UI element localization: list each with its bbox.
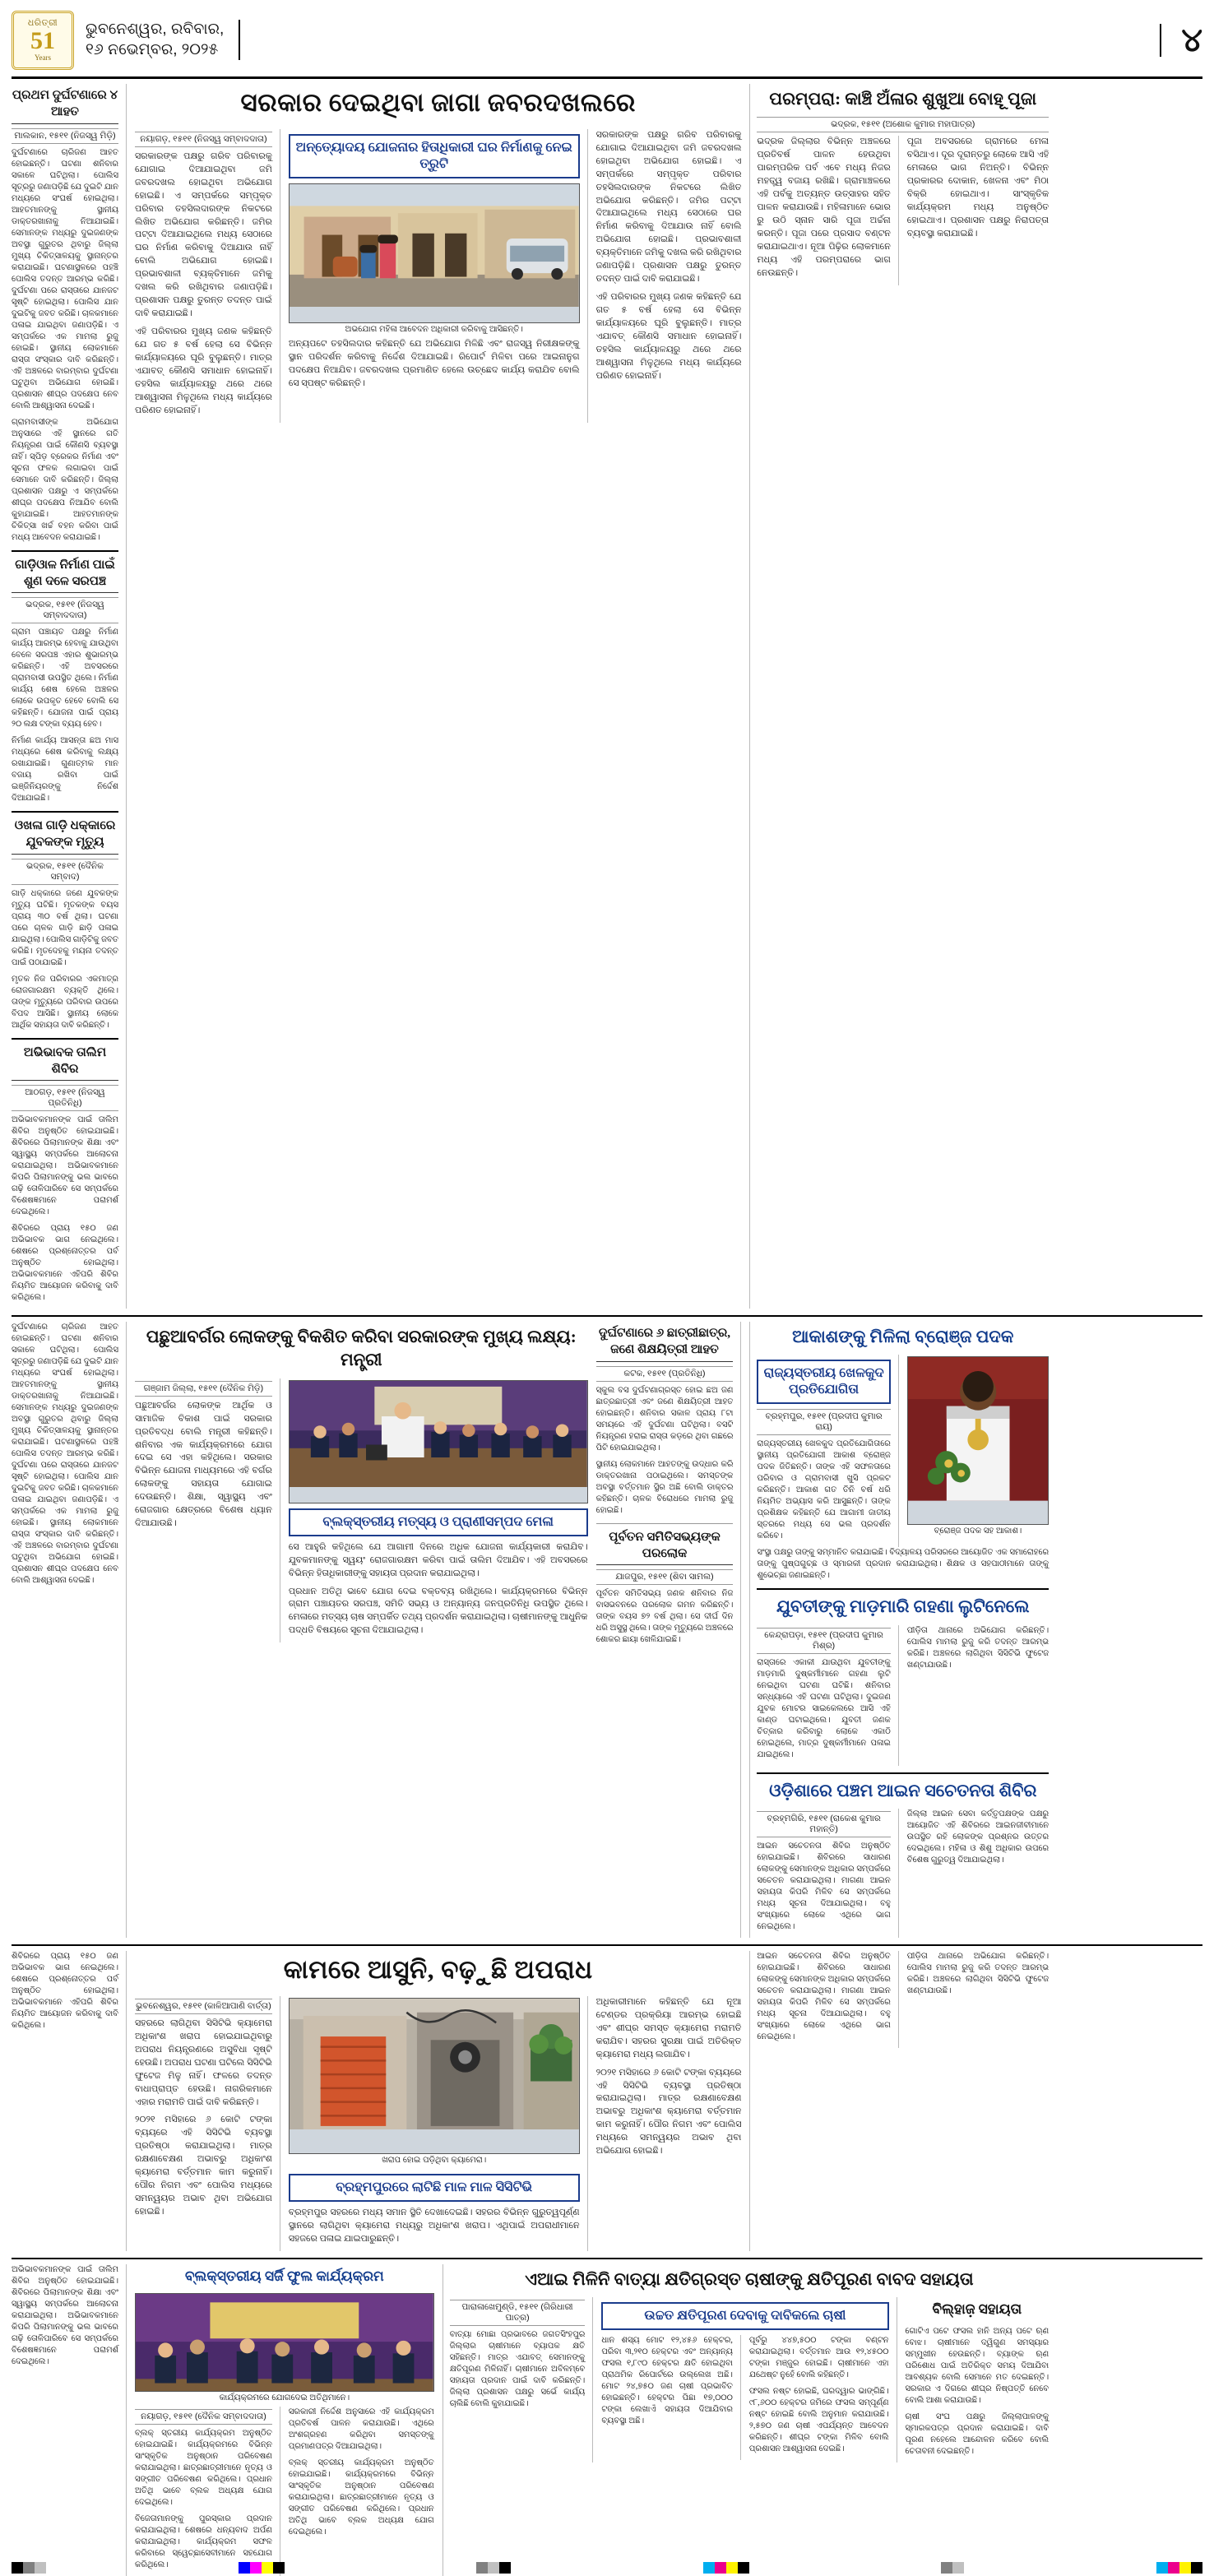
body-a2-p1: ସରକାରଙ୍କ ପକ୍ଷରୁ ଗରିବ ପରିବାରକୁ ଯୋଗାଇ ଦିଆଯାଇଥିବା ଜମି ଜବରଦଖଲ ହୋଇଥିବା ଅଭିଯୋଗ ହୋଇଛି। ଏ ସମ୍ପର୍କରେ ସମ୍ପୃକ୍ତ ପରିବାର ତହସିଲଦାରଙ୍କ ନିକଟରେ ଲିଖିତ ଅଭିଯୋଗ କରିଛନ୍ତି। ଜମିର ପଟ୍ଟା ଦିଆଯାଇଥିଲେ ମଧ୍ୟ ସେଠାରେ ଘର ନିର୍ମାଣ କରିବାକୁ ଦିଆଯାଉ ନାହିଁ ବୋଲି ଅଭିଯୋଗ ହୋଇଛି। ପ୍ରଭାବଶାଳୀ ବ୍ୟକ୍ତିମାନେ ଜମିକୁ ଦଖଲ କରି ରଖିଥିବାର ଜଣାପଡ଼ିଛି। ପ୍ରଶାସନ ପକ୍ଷରୁ ତୁରନ୍ତ ତଦନ୍ତ ପାଇଁ ଦାବି କରାଯାଇଛି। bbox=[135, 151, 272, 319]
body-a9-p1: ରାସ୍ତାରେ ଏକାକୀ ଯାଉଥିବା ଯୁବତୀଙ୍କୁ ମାଡ଼ମାରି ଦୁଷ୍କର୍ମୀମାନେ ଗହଣା ଲୁଟି ନେଇଥିବା ଘଟଣା ଘଟିଛି। ଶନିବାର ସନ୍ଧ୍ୟାରେ ଏହି ଘଟଣା ଘଟିଥିଲା। ଦୁଇଜଣ ଯୁବକ ମୋଟର ସାଇକେଲରେ ଆସି ଏହି କାଣ୍ଡ ଘଟାଇଥିଲେ। ଯୁବତୀ ଜଣକ ଚିତ୍କାର କରିବାରୁ ଲୋକେ ଏକାଠି ହୋଇଥିଲେ, ମାତ୍ର ଦୁଷ୍କର୍ମୀମାନେ ପଳାଇ ଯାଇଥିଲେ। bbox=[757, 1657, 891, 1759]
a4-col-1 bbox=[135, 1378, 280, 1643]
lead-col-2 bbox=[289, 129, 588, 423]
a5-col-1 bbox=[757, 1355, 898, 1547]
byline-a2: ନୟାଗଡ଼, ୧୫୧୧ (ନିଜସ୍ୱ ସମ୍ବାଦଦାତା) bbox=[135, 132, 272, 147]
a13-columns bbox=[135, 2407, 434, 2576]
body-a13-p1: ବ୍ଲକ୍ ସ୍ତରୀୟ କାର୍ଯ୍ୟକ୍ରମ ଅନୁଷ୍ଠିତ ହୋଇଯାଇଛି। କାର୍ଯ୍ୟକ୍ରମରେ ବିଭିନ୍ନ ସାଂସ୍କୃତିକ ଅନୁଷ୍ଠାନ ପରିବେଷଣ କରାଯାଇଥିଲା। ଛାତ୍ରଛାତ୍ରୀମାନେ ନୃତ୍ୟ ଓ ସଙ୍ଗୀତ ପରିବେଷଣ କରିଥିଲେ। ପ୍ରଧାନ ଅତିଥି ଭାବେ ବ୍ଲକ ଅଧ୍ୟକ୍ଷ ଯୋଗ ଦେଇଥିଲେ। bbox=[135, 2428, 272, 2507]
a9-col-2 bbox=[907, 1625, 1049, 1766]
lower-zone bbox=[12, 1951, 1202, 2251]
lead-col-4 bbox=[596, 129, 742, 423]
lower-right-stack bbox=[749, 1951, 1049, 2251]
a9-col-1 bbox=[757, 1625, 898, 1766]
byline-a14: ପାରାଳାଖେମୁଣ୍ଡି, ୧୫୧୧ (ଗିରିଧାରୀ ପାତ୍ର) bbox=[450, 2300, 586, 2326]
caption-a13: କାର୍ଯ୍ୟକ୍ରମରେ ଯୋଗଦେଇ ଅତିଥିମାନେ। bbox=[219, 2393, 350, 2402]
logo-years-label: Years bbox=[34, 53, 52, 62]
caption-a8: ଖରାପ ହୋଇ ପଡ଼ିଥିବା କ୍ୟାମେରା। bbox=[382, 2155, 487, 2165]
story-a8 bbox=[135, 1951, 741, 2251]
body-a12-overflow: ଶିବିରରେ ପ୍ରାୟ ୧୫୦ ଜଣ ଅଭିଭାବକ ଭାଗ ନେଇଥିଲେ। ଶେଷରେ ପ୍ରଶ୍ନୋତ୍ତର ପର୍ବ ଅନୁଷ୍ଠିତ ହୋଇଥିଲା। ଅଭିଭାବକମାନେ ଏହିପରି ଶିବିର ନିୟମିତ ଆୟୋଜନ କରିବାକୁ ଦାବି କରିଥିଲେ। bbox=[12, 1952, 118, 2031]
caption-a5: ବ୍ରୋଞ୍ଜ ପଦକ ସହ ଆକାଶ। bbox=[934, 1527, 1022, 1536]
a4-col-2 bbox=[289, 1378, 588, 1643]
bottom-zone bbox=[12, 2264, 1202, 2576]
caption-a2: ଅଭଯୋଗ ମହିଳା ଆବେଦନ ଅଧିକାରୀ କରିବାକୁ ଆସିଛନ୍ତି। bbox=[345, 324, 523, 334]
body-a14-p3: ପୂର୍ବରୁ ୪୪୭,୫୦୦ ଟଙ୍କା ବଣ୍ଟନ କରାଯାଇଥିଲା। ବର୍ତ୍ତମାନ ଆଉ ୧୨,୪୫୦୦ ଟଙ୍କା ମଞ୍ଜୁର ହୋଇଛି। ଚାଷୀମାନେ ଏହା ଯଥେଷ୍ଟ ନୁହେଁ ବୋଲି କହିଛନ୍ତି। bbox=[748, 2336, 889, 2380]
story-a3 bbox=[749, 84, 1049, 1309]
photo-a5 bbox=[907, 1356, 1049, 1525]
body-a8-p5: ୨୦୨୧ ମସିହାରେ ୬ କୋଟି ଟଙ୍କା ବ୍ୟୟରେ ଏହି ସିସିଟିଭି ବ୍ୟବସ୍ଥା ପ୍ରତିଷ୍ଠା କରାଯାଇଥିଲା। ମାତ୍ର ରକ୍ଷଣାବେକ୍ଷଣ ଅଭାବରୁ ଅଧିକାଂଶ କ୍ୟାମେରା ବର୍ତ୍ତମାନ କାମ କରୁନାହିଁ। ପୌର ନିଗମ ଏବଂ ପୋଲିସ ମଧ୍ୟରେ ସମନ୍ୱୟର ଅଭାବ ଥିବା ଅଭିଯୋଗ ହୋଇଛି। bbox=[595, 2067, 742, 2157]
body-a3-p2: ପୂଜା ଅବସରରେ ଗ୍ରାମରେ ମେଳା ବସିଥାଏ। ଦୂର ଦୂରାନ୍ତରୁ ଲୋକେ ଆସି ଏହି ମେଳାରେ ଭାଗ ନିଅନ୍ତି। ବିଭିନ୍ନ ପ୍ରକାରର ଦୋକାନ, ଖେଳନା ଏବଂ ମିଠା ବିକ୍ରି ହୋଇଥାଏ। ସାଂସ୍କୃତିକ କାର୍ଯ୍ୟକ୍ରମ ମଧ୍ୟ ଅନୁଷ୍ଠିତ ହୋଇଥାଏ। ପ୍ରଶାସନ ପକ୍ଷରୁ ନିରାପତ୍ତା ବ୍ୟବସ୍ଥା କରାଯାଇଛି। bbox=[906, 137, 1050, 239]
lr-col-2 bbox=[907, 1951, 1049, 2048]
subheadline-a2: ଅନ୍ତ୍ୟୋଦୟ ଯୋଜନାର ହିତାଧିକାରୀ ଘର ନିର୍ମାଣକୁ ନେଇ ତ୍ରୁଟି bbox=[289, 134, 580, 178]
headline-a9: ଯୁବତୀଙ୍କୁ ମାଡ଼ମାରି ଗହଣା ଲୁଟିନେଲେ bbox=[776, 1596, 1030, 1617]
subheadline-a14: ଉଚ୍ଚତ କ୍ଷତିପୂରଣ ଦେବାକୁ ଦାବିକଲେ ଚାଷୀ bbox=[601, 2302, 888, 2330]
lead-col-1 bbox=[135, 129, 280, 423]
a4-columns bbox=[135, 1378, 588, 1643]
divider bbox=[757, 1588, 1049, 1590]
body-a10-p2: ଜିଲ୍ଲା ଆଇନ ସେବା କର୍ତ୍ତୃପକ୍ଷଙ୍କ ପକ୍ଷରୁ ଆୟୋଜିତ ଏହି ଶିବିରରେ ଆଇନଜୀବୀମାନେ ଉପସ୍ଥିତ ରହି ଲୋକଙ୍କ ପ୍ରଶ୍ନର ଉତ୍ତର ଦେଇଥିଲେ। ମହିଳା ଓ ଶିଶୁ ଅଧିକାର ଉପରେ ବିଶେଷ ଗୁରୁତ୍ୱ ଦିଆଯାଇଥିଲା। bbox=[906, 1809, 1050, 1865]
photo-a5-graphic bbox=[908, 1357, 1048, 1501]
byline-a5: ବ୍ରହ୍ମପୁର, ୧୫୧୧ (ପ୍ରଦୀପ କୁମାର ରାୟ) bbox=[757, 1409, 890, 1435]
body-a2-p4: ସରକାରଙ୍କ ପକ୍ଷରୁ ଗରିବ ପରିବାରକୁ ଯୋଗାଇ ଦିଆଯାଇଥିବା ଜମି ଜବରଦଖଲ ହୋଇଥିବା ଅଭିଯୋଗ ହୋଇଛି। ଏ ସମ୍ପର୍କରେ ସମ୍ପୃକ୍ତ ପରିବାର ତହସିଲଦାରଙ୍କ ନିକଟରେ ଲିଖିତ ଅଭିଯୋଗ କରିଛନ୍ତି। ଜମିର ପଟ୍ଟା ଦିଆଯାଇଥିଲେ ମଧ୍ୟ ସେଠାରେ ଘର ନିର୍ମାଣ କରିବାକୁ ଦିଆଯାଉ ନାହିଁ ବୋଲି ଅଭିଯୋଗ ହୋଇଛି। ପ୍ରଭାବଶାଳୀ ବ୍ୟକ୍ତିମାନେ ଜମିକୁ ଦଖଲ କରି ରଖିଥିବାର ଜଣାପଡ଼ିଛି। ପ୍ରଶାସନ ପକ୍ଷରୁ ତୁରନ୍ତ ତଦନ୍ତ ପାଇଁ ଦାବି କରାଯାଇଛି। bbox=[595, 129, 742, 285]
photo-a13 bbox=[135, 2293, 434, 2392]
body-a10-overflow: ଆଇନ ସଚେତନତା ଶିବିର ଅନୁଷ୍ଠିତ ହୋଇଯାଇଛି। ଶିବିରରେ ସାଧାରଣ ଲୋକଙ୍କୁ ସେମାନଙ୍କ ଅଧିକାର ସମ୍ପର୍କରେ ସଚେତନ କରାଯାଇଥିଲା। ମାଗଣା ଆଇନ ସହାୟତା କିପରି ମିଳିବ ସେ ସମ୍ପର୍କରେ ମଧ୍ୟ ସୂଚନା ଦିଆଯାଇଥିଲା। ବହୁ ସଂଖ୍ୟାରେ ଲୋକେ ଏଥିରେ ଭାଗ ନେଇଥିଲେ। bbox=[757, 1952, 891, 2042]
dateline-date: ୧୬ ନଭେମ୍ବର, ୨୦୨୫ bbox=[86, 40, 219, 58]
headline-a7: ଗାଡ଼ିଓାଳ ନିର୍ମାଣ ପାଇଁ ଶୁଣ ଦଳେ ସରପଞ୍ଚ bbox=[12, 557, 118, 594]
body-a15-p1: ଗୋଟିଏ ପଟେ ଫସଲ ହାନି ଅନ୍ୟ ପଟେ ଋଣ ବୋଝ। ଚାଷୀମାନେ ଦ୍ୱିଗୁଣ ସମସ୍ୟାର ସମ୍ମୁଖୀନ ହେଉଛନ୍ତି। ବ୍ୟାଙ୍କ ଋଣ ପରିଶୋଧ ପାଇଁ ଅତିରିକ୍ତ ସମୟ ଦିଆଯିବା ଆବଶ୍ୟକ ବୋଲି ସେମାନେ ମତ ଦେଇଛନ୍ତି। ସରକାର ଏ ଦିଗରେ ଶୀଘ୍ର ନିଷ୍ପତ୍ତି ନେବେ ବୋଲି ଆଶା କରାଯାଉଛି। bbox=[905, 2326, 1050, 2405]
body-a6-p3: ପୂର୍ବତନ ସମିତିସଭ୍ୟ ଜଣକ ଶନିବାର ନିଜ ବାସଭବନରେ ପରଲୋକ ଗମନ କରିଛନ୍ତି। ତାଙ୍କ ବୟସ ୭୨ ବର୍ଷ ଥିଲା। ସେ ଦୀର୍ଘ ଦିନ ଧରି ଅସୁସ୍ଥ ଥିଲେ। ତାଙ୍କ ମୃତ୍ୟୁରେ ଅଞ୍ଚଳରେ ଶୋକର ଛାୟା ଖେଳିଯାଇଛି। bbox=[595, 1589, 734, 1644]
body-a6-p1: ସ୍କୁଲ ବସ ଦୁର୍ଘଟଣାଗ୍ରସ୍ତ ହୋଇ ଛଅ ଜଣ ଛାତ୍ରଛାତ୍ରୀ ଏବଂ ଜଣେ ଶିକ୍ଷୟିତ୍ରୀ ଆହତ ହୋଇଛନ୍ତି। ଶନିବାର ସକାଳ ପ୍ରାୟ ୮ଟା ସମୟରେ ଏହି ଦୁର୍ଘଟଣା ଘଟିଥିଲା। ବସଟି ନିୟନ୍ତ୍ରଣ ହରାଇ ରାସ୍ତା କଡ଼ରେ ଥିବା ଗଛରେ ପିଟି ହୋଇଯାଇଥିଲା। bbox=[595, 1385, 734, 1452]
story-a13 bbox=[135, 2264, 434, 2576]
body-a8-p2: ୨୦୨୧ ମସିହାରେ ୬ କୋଟି ଟଙ୍କା ବ୍ୟୟରେ ଏହି ସିସିଟିଭି ବ୍ୟବସ୍ଥା ପ୍ରତିଷ୍ଠା କରାଯାଇଥିଲା। ମାତ୍ର ରକ୍ଷଣାବେକ୍ଷଣ ଅଭାବରୁ ଅଧିକାଂଶ କ୍ୟାମେରା ବର୍ତ୍ତମାନ କାମ କରୁନାହିଁ। ପୌର ନିଗମ ଏବଂ ପୋଲିସ ମଧ୍ୟରେ ସମନ୍ୱୟର ଅଭାବ ଥିବା ଅଭିଯୋଗ ହୋଇଛି। bbox=[135, 2115, 272, 2217]
a5-col-2 bbox=[907, 1355, 1049, 1547]
color-bar-group-5 bbox=[941, 2562, 964, 2574]
a14-columns bbox=[450, 2297, 1049, 2462]
dateline-place: ଭୁବନେଶ୍ୱର, ରବିବାର, bbox=[86, 20, 225, 38]
body-a7-p2: ନିର୍ମାଣ କାର୍ଯ୍ୟ ଆସନ୍ତା ଛଅ ମାସ ମଧ୍ୟରେ ଶେଷ କରିବାକୁ ଲକ୍ଷ୍ୟ ରଖାଯାଇଛି। ଗୁଣାତ୍ମକ ମାନ ବଜାୟ ରଖିବା ପାଇଁ ଇଞ୍ଜିନିୟରଙ୍କୁ ନିର୍ଦ୍ଦେଶ ଦିଆଯାଇଛି। bbox=[12, 736, 118, 803]
headline-a6: ଦୁର୍ଘଟଣାରେ ୬ ଛାତ୍ରୀଛାତ୍ର, ଜଣେ ଶିକ୍ଷୟିତ୍ରୀ ଆହତ bbox=[596, 1325, 734, 1362]
color-bar-group-1 bbox=[12, 2562, 46, 2574]
body-a13-p4: ବ୍ଲକ୍ ସ୍ତରୀୟ କାର୍ଯ୍ୟକ୍ରମ ଅନୁଷ୍ଠିତ ହୋଇଯାଇଛି। କାର୍ଯ୍ୟକ୍ରମରେ ବିଭିନ୍ନ ସାଂସ୍କୃତିକ ଅନୁଷ୍ଠାନ ପରିବେଷଣ କରାଯାଇଥିଲା। ଛାତ୍ରଛାତ୍ରୀମାନେ ନୃତ୍ୟ ଓ ସଙ୍ଗୀତ ପରିବେଷଣ କରିଥିଲେ। ପ୍ରଧାନ ଅତିଥି ଭାବେ ବ୍ଲକ ଅଧ୍ୟକ୍ଷ ଯୋଗ ଦେଇଥିଲେ। bbox=[288, 2458, 434, 2537]
byline-a11: ଭଦ୍ରକ, ୧୫୧୧ (ଦୈନିକ ସମ୍ବାଦ) bbox=[12, 859, 118, 885]
body-a11-p2: ମୃତକ ନିଜ ପରିବାରର ଏକମାତ୍ର ରୋଜଗାରକ୍ଷମ ବ୍ୟକ୍ତି ଥିଲେ। ତାଙ୍କ ମୃତ୍ୟୁରେ ପରିବାର ଉପରେ ବିପଦ ଆସିଛି। ସ୍ଥାନୀୟ ଲୋକେ ଆର୍ଥିକ ସହାୟତା ଦାବି କରିଛନ୍ତି। bbox=[12, 974, 118, 1030]
headline-a8: କାମରେ ଆସୁନି, ବଢ଼ୁଛି ଅପରାଧ bbox=[283, 1955, 593, 1985]
body-a4-p3: ପ୍ରଧାନ ଅତିଥି ଭାବେ ଯୋଗ ଦେଇ ବକ୍ତବ୍ୟ ରଖିଥିଲେ। କାର୍ଯ୍ୟକ୍ରମରେ ବିଭିନ୍ନ ଗ୍ରାମ ପଞ୍ଚାୟତର ସରପଞ୍ଚ, ସମିତି ସଭ୍ୟ ଓ ଅନ୍ୟାନ୍ୟ ଜନପ୍ରତିନିଧି ଉପସ୍ଥିତ ଥିଲେ। ମେଳାରେ ମତ୍ସ୍ୟ ଚାଷ ସମ୍ପର୍କିତ ତଥ୍ୟ ପ୍ରଦର୍ଶନ କରାଯାଇଥିଲା। ଚାଷୀମାନଙ୍କୁ ଆଧୁନିକ ପଦ୍ଧତି ବିଷୟରେ ସୂଚନା ଦିଆଯାଇଥିଲା। bbox=[288, 1586, 588, 1636]
a3-col-1 bbox=[757, 136, 898, 285]
a13-col-1 bbox=[135, 2407, 280, 2576]
a3-col-2 bbox=[907, 136, 1049, 285]
zone-divider-1 bbox=[12, 1315, 1202, 1317]
body-a8-p3: ବ୍ରହ୍ମପୁର ସହରରେ ମଧ୍ୟ ସମାନ ସ୍ଥିତି ଦେଖାଦେଇଛି। ସହରର ବିଭିନ୍ନ ଗୁରୁତ୍ୱପୂର୍ଣ୍ଣ ସ୍ଥାନରେ ଲାଗିଥିବା କ୍ୟାମେରା ମଧ୍ୟରୁ ଅଧିକାଂଶ ଖରାପ। ଏଥିପାଇଁ ଅପରାଧୀମାନେ ସହଜରେ ପଳାଇ ଯାଇପାରୁଛନ୍ତି। bbox=[288, 2207, 580, 2244]
headline-a10: ଓଡ଼ିଶାରେ ପଞ୍ଚମ ଆଇନ ସଚେତନତା ଶିବିର bbox=[769, 1780, 1037, 1800]
body-a4-p1: ପଛୁଆବର୍ଗର ଲୋକଙ୍କ ଆର୍ଥିକ ଓ ସାମାଜିକ ବିକାଶ ପାଇଁ ସରକାର ପ୍ରତିବଦ୍ଧ ବୋଲି ମନ୍ତ୍ରୀ କହିଛନ୍ତି। ଶନିବାର ଏକ କାର୍ଯ୍ୟକ୍ରମରେ ଯୋଗ ଦେଇ ସେ ଏହା କହିଥିଲେ। ସରକାର ବିଭିନ୍ନ ଯୋଜନା ମାଧ୍ୟମରେ ଏହି ବର୍ଗର ଲୋକଙ୍କୁ ସହାୟତା ଯୋଗାଇ ଦେଉଛନ୍ତି। ଶିକ୍ଷା, ସ୍ୱାସ୍ଥ୍ୟ ଏବଂ ରୋଜଗାର କ୍ଷେତ୍ରରେ ବିଶେଷ ଧ୍ୟାନ ଦିଆଯାଉଛି। bbox=[135, 1400, 272, 1529]
body-a13-p2: ବିଜେତାମାନଙ୍କୁ ପୁରସ୍କାର ପ୍ରଦାନ କରାଯାଇଥିଲା। ଶେଷରେ ଧନ୍ୟବାଦ ଅର୍ପଣ କରାଯାଇଥିଲା। କାର୍ଯ୍ୟକ୍ରମ ସଫଳ କରିବାରେ ସ୍ୱେଚ୍ଛାସେବୀମାନେ ସହଯୋଗ କରିଥିଲେ। bbox=[135, 2513, 272, 2569]
a8-col-2 bbox=[289, 1996, 588, 2251]
top-zone bbox=[12, 84, 1202, 1309]
a14-inner-columns bbox=[601, 2335, 888, 2460]
body-a12-p1: ଅଭିଭାବକମାନଙ୍କ ପାଇଁ ତାଲିମ ଶିବିର ଅନୁଷ୍ଠିତ ହୋଇଯାଇଛି। ଶିବିରରେ ପିଲାମାନଙ୍କ ଶିକ୍ଷା ଏବଂ ସ୍ୱାସ୍ଥ୍ୟ ସମ୍ପର୍କରେ ଆଲୋଚନା କରାଯାଇଥିଲା। ଅଭିଭାବକମାନେ କିପରି ପିଲାମାନଙ୍କୁ ଭଲ ଭାବରେ ଗଢ଼ି ତୋଳିପାରିବେ ସେ ସମ୍ପର୍କରେ ବିଶେଷଜ୍ଞମାନେ ପରାମର୍ଶ ଦେଇଥିଲେ। bbox=[12, 1115, 118, 1216]
page-number: ୪ bbox=[1160, 24, 1202, 57]
column-1 bbox=[12, 84, 127, 1309]
body-a2-p5: ଏହି ପରିବାରର ମୁଖ୍ୟ ଜଣକ କହିଛନ୍ତି ଯେ ଗତ ୫ ବର୍ଷ ହେଲା ସେ ବିଭିନ୍ନ କାର୍ଯ୍ୟାଳୟରେ ଘୂରି ବୁଲୁଛନ୍ତି। ମାତ୍ର ଏଯାବତ୍ କୌଣସି ସମାଧାନ ହୋଇନାହିଁ। ତହସିଲ କାର୍ଯ୍ୟାଳୟରୁ ଥରେ ଥରେ ଆଶ୍ୱାସନା ମିଳୁଥିଲେ ମଧ୍ୟ କାର୍ଯ୍ୟରେ ପରିଣତ ହୋଇନାହିଁ। bbox=[595, 292, 742, 381]
lead-story-a2 bbox=[135, 84, 741, 1309]
body-a2-p3: ଅନ୍ୟପଟେ ତହସିଲଦାର କହିଛନ୍ତି ଯେ ଅଭିଯୋଗ ମିଳିଛି ଏବଂ ରାଜସ୍ୱ ନିରୀକ୍ଷକଙ୍କୁ ସ୍ଥାନ ପରିଦର୍ଶନ କରିବାକୁ ନିର୍ଦ୍ଦେଶ ଦିଆଯାଇଛି। ରିପୋର୍ଟ ମିଳିବା ପରେ ଆଇନାନୁଗ ପଦକ୍ଷେପ ନିଆଯିବ। ଜବରଦଖଲ ପ୍ରମାଣିତ ହେଲେ ଉଚ୍ଛେଦ କାର୍ଯ୍ୟ କରାଯିବ ବୋଲି ସେ ସ୍ପଷ୍ଟ କରିଛନ୍ତି। bbox=[288, 338, 580, 388]
subheadline-a6: ପୂର୍ବତନ ସମିତିସଭ୍ୟଙ୍କ ପରଲୋକ bbox=[596, 1529, 734, 1566]
byline-a12: ଆଠଗଡ଼, ୧୫୧୧ (ନିଜସ୍ୱ ପ୍ରତିନିଧି) bbox=[12, 1085, 118, 1111]
a3-columns bbox=[757, 136, 1049, 285]
body-a7-p1: ଗ୍ରାମ ପଞ୍ଚାୟତ ପକ୍ଷରୁ ନିର୍ମାଣ କାର୍ଯ୍ୟ ଆରମ୍ଭ ହେବାକୁ ଯାଉଥିବା ବେଳେ ସରପଞ୍ଚ ଏହାର ଶୁଭାରମ୍ଭ କରିଛନ୍ତି। ଏହି ଅବସରରେ ଗ୍ରାମବାସୀ ଉପସ୍ଥିତ ଥିଲେ। ନିର୍ମାଣ କାର୍ଯ୍ୟ ଶେଷ ହେଲେ ଅଞ୍ଚଳର ଲୋକେ ଉପକୃତ ହେବେ ବୋଲି ସେ କହିଛନ୍ତି। ଯୋଜନା ପାଇଁ ପ୍ରାୟ ୨୦ ଲକ୍ଷ ଟଙ୍କା ବ୍ୟୟ ହେବ। bbox=[12, 628, 118, 729]
divider bbox=[12, 811, 118, 813]
photo-a4 bbox=[289, 1380, 588, 1503]
divider bbox=[12, 1038, 118, 1040]
body-a6-p2: ସ୍ଥାନୀୟ ଲୋକମାନେ ଆହତଙ୍କୁ ଉଦ୍ଧାର କରି ଡାକ୍ତରଖାନା ପଠାଇଥିଲେ। ସମସ୍ତଙ୍କ ଅବସ୍ଥା ବର୍ତ୍ତମାନ ସ୍ଥିର ଅଛି ବୋଲି ଡାକ୍ତର କହିଛନ୍ତି। ଚାଳକ ବିରୋଧରେ ମାମଲା ରୁଜୁ ହୋଇଛି। bbox=[595, 1459, 734, 1515]
printer-color-bars bbox=[0, 2558, 1214, 2576]
headline-a2: ସରକାର ଦେଇଥିବା ଜାଗା ଜବରଦଖଲରେ bbox=[240, 88, 636, 117]
body-a15-p2: ଚାଷୀ ସଂଘ ପକ୍ଷରୁ ଜିଲ୍ଲାପାଳଙ୍କୁ ସ୍ମାରକପତ୍ର ପ୍ରଦାନ କରାଯାଇଛି। ଦାବି ପୂରଣ ନହେଲେ ଆନ୍ଦୋଳନ କରିବେ ବୋଲି ଚେତାବନୀ ଦେଇଛନ୍ତି। bbox=[905, 2412, 1050, 2456]
zone-divider-2 bbox=[12, 1944, 1202, 1946]
story-a4 bbox=[135, 1322, 588, 1938]
body-a4-p2: ସେ ଆହୁରି କହିଥିଲେ ଯେ ଆଗାମୀ ଦିନରେ ଅଧିକ ଯୋଜନା କାର୍ଯ୍ୟକାରୀ କରାଯିବ। ଯୁବକମାନଙ୍କୁ ସ୍ୱୟଂ ରୋଜଗାରକ୍ଷମ କରିବା ପାଇଁ ତାଲିମ ଦିଆଯିବ। ଏହି ଅବସରରେ ବିଭିନ୍ନ ହିତାଧିକାରୀଙ୍କୁ ସହାୟତା ପ୍ରଦାନ କରାଯାଇଥିଲା। bbox=[288, 1541, 588, 1578]
byline-a6: କଟକ, ୧୫୧୧ (ପ୍ରତିନିଧି) bbox=[596, 1366, 734, 1382]
subheadline-a5: ରାଜ୍ୟସ୍ତରୀୟ ଖେଳକୁଦ ପ୍ରତିଯୋଗିତା bbox=[757, 1360, 890, 1404]
body-a1-p1: ଦୁର୍ଘଟଣାରେ ଚାରିଜଣ ଆହତ ହୋଇଛନ୍ତି। ଘଟଣା ଶନିବାର ସକାଳେ ଘଟିଥିଲା। ପୋଲିସ ସୂତ୍ରରୁ ଜଣାପଡ଼ିଛି ଯେ ଦୁଇଟି ଯାନ ମଧ୍ୟରେ ସଂଘର୍ଷ ହୋଇଥିଲା। ଆହତମାନଙ୍କୁ ସ୍ଥାନୀୟ ଡାକ୍ତରଖାନାକୁ ନିଆଯାଇଛି। ସେମାନଙ୍କ ମଧ୍ୟରୁ ଦୁଇଜଣଙ୍କ ଅବସ୍ଥା ଗୁରୁତର ଥିବାରୁ ଜିଲ୍ଲା ମୁଖ୍ୟ ଚିକିତ୍ସାଳୟକୁ ସ୍ଥାନାନ୍ତର କରାଯାଇଛି। ଘଟଣାସ୍ଥଳରେ ପହଞ୍ଚି ପୋଲିସ ତଦନ୍ତ ଆରମ୍ଭ କରିଛି। ଦୁର୍ଘଟଣା ପରେ ରାସ୍ତାରେ ଯାନଜଟ ସୃଷ୍ଟି ହୋଇଥିଲା। ପୋଲିସ ଯାନ ଦୁଇଟିକୁ ଜବତ କରିଛି। ଚାଳକମାନେ ପଳାଇ ଯାଇଥିବା ଜଣାପଡ଼ିଛି। ଏ ସମ୍ପର୍କରେ ଏକ ମାମଲା ରୁଜୁ ହୋଇଛି। ସ୍ଥାନୀୟ ଲୋକମାନେ ରାସ୍ତା ସଂସ୍କାର ଦାବି କରିଛନ୍ତି। ଏହି ଅଞ୍ଚଳରେ ବାରମ୍ବାର ଦୁର୍ଘଟଣା ଘଟୁଥିବା ଅଭିଯୋଗ ହୋଇଛି। ପ୍ରଶାସନ ଶୀଘ୍ର ପଦକ୍ଷେପ ନେବ ବୋଲି ଆଶ୍ୱାସନା ଦେଇଛି। bbox=[12, 147, 118, 410]
photo-a8-graphic bbox=[290, 1999, 579, 2129]
photo-a2-graphic bbox=[290, 184, 579, 307]
photo-a8 bbox=[289, 1998, 580, 2154]
body-a14-p4: ଫସଲ ନଷ୍ଟ ହୋଇଛି, ଘରଦ୍ୱାର ଭାଙ୍ଗିଛି। ୯୮,୬୦୦ ହେକ୍ଟର ଜମିରେ ଫସଲ ସମ୍ପୂର୍ଣ୍ଣ ନଷ୍ଟ ହୋଇଛି ବୋଲି ଅନୁମାନ କରାଯାଉଛି। ୨,୫୭୦ ଜଣ ଚାଷୀ ଏପର୍ଯ୍ୟନ୍ତ ଆବେଦନ କରିଛନ୍ତି। ଶୀଘ୍ର ଟଙ୍କା ମିଳିବ ବୋଲି ପ୍ରଶାସନ ଆଶ୍ୱାସନା ଦେଇଛି। bbox=[748, 2387, 889, 2454]
a8-columns bbox=[135, 1996, 741, 2251]
middle-zone bbox=[12, 1322, 1202, 1938]
color-bar-group-4 bbox=[703, 2562, 749, 2574]
body-a3-p1: ଭଦ୍ରକ ଜିଲ୍ଲାର ବିଭିନ୍ନ ଅଞ୍ଚଳରେ ପ୍ରତିବର୍ଷ ପାଳନ ହେଉଥିବା ପାରମ୍ପରିକ ପର୍ବ ଏବେ ମଧ୍ୟ ନିଜର ମହତ୍ତ୍ୱ ବଜାୟ ରଖିଛି। ଗ୍ରାମାଞ୍ଚଳରେ ଏହି ପର୍ବକୁ ଅତ୍ୟନ୍ତ ଉତ୍ସାହର ସହିତ ପାଳନ କରାଯାଉଛି। ମହିଳାମାନେ ଭୋର ରୁ ଉଠି ସ୍ନାନ ସାରି ପୂଜା ଅର୍ଚ୍ଚନା କରନ୍ତି। ପୂଜା ପରେ ପ୍ରସାଦ ବଣ୍ଟନ କରାଯାଇଥାଏ। ନୂଆ ପିଢ଼ିର ଲୋକମାନେ ମଧ୍ୟ ଏହି ପରମ୍ପରାରେ ଭାଗ ନେଉଛନ୍ତି। bbox=[757, 137, 891, 278]
logo-anniversary-number: 51 bbox=[30, 27, 55, 54]
divider bbox=[12, 550, 118, 552]
headline-a3: ପରମ୍ପରା: କାଞ୍ଚି ଅଁଳାର ଶୁଖୁଆ ବୋହୂ ପୂଜା bbox=[769, 89, 1037, 109]
body-a1-overflow: ଦୁର୍ଘଟଣାରେ ଚାରିଜଣ ଆହତ ହୋଇଛନ୍ତି। ଘଟଣା ଶନିବାର ସକାଳେ ଘଟିଥିଲା। ପୋଲିସ ସୂତ୍ରରୁ ଜଣାପଡ଼ିଛି ଯେ ଦୁଇଟି ଯାନ ମଧ୍ୟରେ ସଂଘର୍ଷ ହୋଇଥିଲା। ଆହତମାନଙ୍କୁ ସ୍ଥାନୀୟ ଡାକ୍ତରଖାନାକୁ ନିଆଯାଇଛି। ସେମାନଙ୍କ ମଧ୍ୟରୁ ଦୁଇଜଣଙ୍କ ଅବସ୍ଥା ଗୁରୁତର ଥିବାରୁ ଜିଲ୍ଲା ମୁଖ୍ୟ ଚିକିତ୍ସାଳୟକୁ ସ୍ଥାନାନ୍ତର କରାଯାଇଛି। ଘଟଣାସ୍ଥଳରେ ପହଞ୍ଚି ପୋଲିସ ତଦନ୍ତ ଆରମ୍ଭ କରିଛି। ଦୁର୍ଘଟଣା ପରେ ରାସ୍ତାରେ ଯାନଜଟ ସୃଷ୍ଟି ହୋଇଥିଲା। ପୋଲିସ ଯାନ ଦୁଇଟିକୁ ଜବତ କରିଛି। ଚାଳକମାନେ ପଳାଇ ଯାଇଥିବା ଜଣାପଡ଼ିଛି। ଏ ସମ୍ପର୍କରେ ଏକ ମାମଲା ରୁଜୁ ହୋଇଛି। ସ୍ଥାନୀୟ ଲୋକମାନେ ରାସ୍ତା ସଂସ୍କାର ଦାବି କରିଛନ୍ତି। ଏହି ଅଞ୍ଚଳରେ ବାରମ୍ବାର ଦୁର୍ଘଟଣା ଘଟୁଥିବା ଅଭିଯୋଗ ହୋଇଛି। ପ୍ରଶାସନ ଶୀଘ୍ର ପଦକ୍ଷେପ ନେବ ବୋଲି ଆଶ୍ୱାସନା ଦେଇଛି। bbox=[12, 1323, 118, 1585]
body-a11-p1: ଗାଡ଼ି ଧକ୍କାରେ ଜଣେ ଯୁବକଙ୍କ ମୃତ୍ୟୁ ଘଟିଛି। ମୃତକଙ୍କ ବୟସ ପ୍ରାୟ ୩୦ ବର୍ଷ ଥିଲା। ଘଟଣା ପରେ ଚାଳକ ଗାଡ଼ି ଛାଡ଼ି ପଳାଇ ଯାଇଥିଲା। ପୋଲିସ ଗାଡ଼ିଟିକୁ ଜବତ କରିଛି। ମୃତଦେହକୁ ମୟନା ତଦନ୍ତ ପାଇଁ ପଠାଯାଇଛି। bbox=[12, 888, 118, 967]
a8-col-1 bbox=[135, 1996, 280, 2251]
story-a6 bbox=[596, 1322, 742, 1938]
byline-a8: ଭୁବନେଶ୍ୱର, ୧୫୧୧ (କାଳିଆପାଣି ବାର୍ତ୍ତା) bbox=[135, 1999, 272, 2014]
headline-a5: ଆକାଶଙ୍କୁ ମିଳିଲା ବ୍ରୋଞ୍ଜ ପଦକ bbox=[792, 1327, 1014, 1346]
byline-a3: ଭଦ୍ରକ, ୧୫୧୧ (ଅଶୋକ କୁମାର ମହାପାତ୍ର) bbox=[757, 117, 1049, 132]
body-a1-p2: ଗ୍ରାମବାସୀଙ୍କ ଅଭିଯୋଗ ଅନୁସାରେ ଏହି ସ୍ଥାନରେ ଗତି ନିୟନ୍ତ୍ରଣ ପାଇଁ କୌଣସି ବ୍ୟବସ୍ଥା ନାହିଁ। ସ୍ପିଡ଼ ବ୍ରେକର ନିର୍ମାଣ ଏବଂ ସୂଚନା ଫଳକ ଲଗାଇବା ପାଇଁ ସେମାନେ ଦାବି କରିଛନ୍ତି। ଜିଲ୍ଲା ପ୍ରଶାସନ ପକ୍ଷରୁ ଏ ସମ୍ପର୍କରେ ଶୀଘ୍ର ପଦକ୍ଷେପ ନିଆଯିବ ବୋଲି କୁହାଯାଇଛି। ଆହତମାନଙ୍କ ଚିକିତ୍ସା ଖର୍ଚ୍ଚ ବହନ କରିବା ପାଇଁ ମଧ୍ୟ ଆବେଦନ କରାଯାଇଛି। bbox=[12, 417, 118, 542]
boxhead-a4: ବ୍ଲକ୍‌ସ୍ତରୀୟ ମତ୍ସ୍ୟ ଓ ପ୍ରାଣୀସମ୍ପଦ ମେଳା bbox=[289, 1508, 588, 1536]
a9-columns bbox=[757, 1625, 1049, 1766]
a8-col-4 bbox=[596, 1996, 742, 2251]
divider bbox=[596, 1523, 734, 1524]
a5-columns bbox=[757, 1355, 1049, 1547]
headline-a1: ପ୍ରଥମ ଦୁର୍ଘଟଣାରେ ୪ ଆହତ bbox=[12, 87, 118, 124]
body-a2-p2: ଏହି ପରିବାରର ମୁଖ୍ୟ ଜଣକ କହିଛନ୍ତି ଯେ ଗତ ୫ ବର୍ଷ ହେଲା ସେ ବିଭିନ୍ନ କାର୍ଯ୍ୟାଳୟରେ ଘୂରି ବୁଲୁଛନ୍ତି। ମାତ୍ର ଏଯାବତ୍ କୌଣସି ସମାଧାନ ହୋଇନାହିଁ। ତହସିଲ କାର୍ଯ୍ୟାଳୟରୁ ଥରେ ଥରେ ଆଶ୍ୱାସନା ମିଳୁଥିଲେ ମଧ୍ୟ କାର୍ଯ୍ୟରେ ପରିଣତ ହୋଇନାହିଁ। bbox=[135, 327, 272, 415]
body-a5-p1: ରାଜ୍ୟସ୍ତରୀୟ ଖେଳକୁଦ ପ୍ରତିଯୋଗିତାରେ ସ୍ଥାନୀୟ ପ୍ରତିଯୋଗୀ ଆକାଶ ବ୍ରୋଞ୍ଜ ପଦକ ଜିତିଛନ୍ତି। ତାଙ୍କ ଏହି ସଫଳତାରେ ପରିବାର ଓ ଗ୍ରାମବାସୀ ଖୁସି ପ୍ରକଟ କରିଛନ୍ତି। ଆକାଶ ଗତ ତିନି ବର୍ଷ ଧରି ନିୟମିତ ଅଭ୍ୟାସ କରି ଆସୁଛନ୍ତି। ତାଙ୍କ ପ୍ରଶିକ୍ଷକ କହିଛନ୍ତି ଯେ ଆଗାମୀ ଜାତୀୟ ସ୍ତରରେ ମଧ୍ୟ ସେ ଭଲ ପ୍ରଦର୍ଶନ କରିବେ। bbox=[757, 1439, 891, 1541]
divider bbox=[757, 1772, 1049, 1774]
headline-a12: ଅଭିଭାବକ ତାଲିମ ଶିବିର bbox=[12, 1045, 118, 1082]
body-a12-overflow-2: ଅଭିଭାବକମାନଙ୍କ ପାଇଁ ତାଲିମ ଶିବିର ଅନୁଷ୍ଠିତ ହୋଇଯାଇଛି। ଶିବିରରେ ପିଲାମାନଙ୍କ ଶିକ୍ଷା ଏବଂ ସ୍ୱାସ୍ଥ୍ୟ ସମ୍ପର୍କରେ ଆଲୋଚନା କରାଯାଇଥିଲା। ଅଭିଭାବକମାନେ କିପରି ପିଲାମାନଙ୍କୁ ଭଲ ଭାବରେ ଗଢ଼ି ତୋଳିପାରିବେ ସେ ସମ୍ପର୍କରେ ବିଶେଷଜ୍ଞମାନେ ପରାମର୍ଶ ଦେଇଥିଲେ। bbox=[12, 2264, 118, 2366]
body-a12-p2: ଶିବିରରେ ପ୍ରାୟ ୧୫୦ ଜଣ ଅଭିଭାବକ ଭାଗ ନେଇଥିଲେ। ଶେଷରେ ପ୍ରଶ୍ନୋତ୍ତର ପର୍ବ ଅନୁଷ୍ଠିତ ହୋଇଥିଲା। ଅଭିଭାବକମାନେ ଏହିପରି ଶିବିର ନିୟମିତ ଆୟୋଜନ କରିବାକୁ ଦାବି କରିଥିଲେ। bbox=[12, 1224, 118, 1302]
story-a14 bbox=[443, 2264, 1049, 2576]
right-stack bbox=[749, 1322, 1049, 1938]
body-a14-p2: ଧାନ ଶସ୍ୟ ମୋଟ ୧୨,୪୫୬ ହେକ୍ଟର, ପରିବା ୩,୨୧୦ ହେକ୍ଟର ଏବଂ ଅନ୍ୟାନ୍ୟ ଫସଲ ୧,୮୯୦ ହେକ୍ଟର କ୍ଷତି ହୋଇଥିବା ପ୍ରାଥମିକ ରିପୋର୍ଟରେ ଉଲ୍ଲେଖ ଅଛି। ମୋଟ ୨୪,୭୫୦ ଜଣ ଚାଷୀ ପ୍ରଭାବିତ ହୋଇଛନ୍ତି। ହେକ୍ଟର ପିଛା ୧୭,୦୦୦ ଟଙ୍କା ଲେଖାଏଁ ସହାୟତା ଦିଆଯିବାର ବ୍ୟବସ୍ଥା ଅଛି। bbox=[601, 2336, 733, 2426]
a14-inner-1 bbox=[601, 2335, 741, 2460]
byline-a10: ବ୍ରହ୍ମଗିରି, ୧୫୧୧ (ରାକେଶ କୁମାର ମହାନ୍ତି) bbox=[757, 1811, 890, 1837]
headline-a4: ପଛୁଆବର୍ଗର ଲୋକଙ୍କୁ ବିକଶିତ କରିବା ସରକାରଙ୍କ ମୁଖ୍ୟ ଲକ୍ଷ୍ୟ: ମନ୍ତ୍ରୀ bbox=[146, 1327, 577, 1370]
body-a14-p1: ବାତ୍ୟା ମୋଛା ପ୍ରଭାବରେ ଜଗତସିଂହପୁର ଜିଲ୍ଲାର ଚାଷୀମାନେ ବ୍ୟାପକ କ୍ଷତି ସହିଛନ୍ତି। ମାତ୍ର ଏଯାବତ୍ ସେମାନଙ୍କୁ କ୍ଷତିପୂରଣ ମିଳିନାହିଁ। ଚାଷୀମାନେ ଅବିଳମ୍ବେ ସହାୟତା ପ୍ରଦାନ ପାଇଁ ଦାବି କରିଛନ୍ତି। ଜିଲ୍ଲା ପ୍ରଶାସନ ପକ୍ଷରୁ ସର୍ଭେ କାର୍ଯ୍ୟ ଚାଲିଛି ବୋଲି କୁହାଯାଇଛି। bbox=[449, 2330, 586, 2409]
publication-logo bbox=[12, 11, 74, 70]
byline-a9: କେନ୍ଦ୍ରାପଡ଼ା, ୧୫୧୧ (ପ୍ରଦୀପ କୁମାର ମିଶ୍ର) bbox=[757, 1628, 890, 1654]
logo-title: ଧରିତ୍ରୀ bbox=[27, 18, 58, 28]
a14-col-4 bbox=[906, 2297, 1050, 2462]
headline-a15: ବିଲ୍‌ହାଜ଼ ସହାୟତା bbox=[932, 2301, 1022, 2318]
column-1-lower bbox=[12, 1951, 127, 2251]
body-a13-p3: ସରକାରୀ ନିର୍ଦ୍ଦେଶ ଅନୁସାରେ ଏହି କାର୍ଯ୍ୟକ୍ରମ ପ୍ରତିବର୍ଷ ପାଳନ କରାଯାଉଛି। ଏଥିରେ ଅଂଶଗ୍ରହଣ କରିଥିବା ସମସ୍ତଙ୍କୁ ପ୍ରମାଣପତ୍ର ଦିଆଯାଇଥିଲା। bbox=[288, 2407, 434, 2451]
color-bar-group-6 bbox=[1156, 2562, 1202, 2574]
lr-col-1 bbox=[757, 1951, 898, 2048]
color-bar-group-2 bbox=[239, 2562, 285, 2574]
column-1-bottom bbox=[12, 2264, 127, 2576]
byline-a13: ନୟାଗଡ଼, ୧୫୧୧ (ଦୈନିକ ସମ୍ବାଦଦାତା) bbox=[135, 2409, 272, 2425]
byline-a4: ଗଞ୍ଜାମ ଜିଲ୍ଲା, ୧୫୧୧ (ଦୈନିକ ମିଡ଼ି) bbox=[135, 1381, 272, 1397]
byline-a1: ମାଲକାନ, ୧୫୧୧ (ନିଜସ୍ୱ ମିଡ଼ି) bbox=[12, 128, 118, 144]
a10-col-2 bbox=[907, 1809, 1049, 1938]
masthead bbox=[12, 8, 1202, 79]
a13-col-2 bbox=[289, 2407, 434, 2576]
a14-inner-2 bbox=[749, 2335, 889, 2460]
a10-extra-columns bbox=[757, 1951, 1049, 2048]
column-1-mid bbox=[12, 1322, 127, 1938]
body-a8-p4: ଅଧିକାରୀମାନେ କହିଛନ୍ତି ଯେ ନୂଆ ଟେଣ୍ଡର ପ୍ରକ୍ରିୟା ଆରମ୍ଭ ହୋଇଛି ଏବଂ ଶୀଘ୍ର ସମସ୍ତ କ୍ୟାମେରା ମରାମତି କରାଯିବ। ସହରର ସୁରକ୍ଷା ପାଇଁ ଅତିରିକ୍ତ କ୍ୟାମେରା ମଧ୍ୟ ଲଗାଯିବ। bbox=[595, 1996, 742, 2059]
byline-a7: ଭଦ୍ରକ, ୧୫୧୧ (ନିଜସ୍ୱ ସମ୍ବାଦଦାତା) bbox=[12, 597, 118, 623]
body-a5-p2: ସଂସ୍ଥା ପକ୍ଷରୁ ତାଙ୍କୁ ସମ୍ମାନିତ କରାଯାଇଛି। ବିଦ୍ୟାଳୟ ପରିସରରେ ଆୟୋଜିତ ଏକ ସମାରୋହରେ ତାଙ୍କୁ ପୁଷ୍ପଗୁଚ୍ଛ ଓ ସ୍ମାରକୀ ପ୍ରଦାନ କରାଯାଇଥିଲା। ଶିକ୍ଷକ ଓ ସହପାଠୀମାନେ ତାଙ୍କୁ ଶୁଭେଚ୍ଛା ଜଣାଇଛନ୍ତି। bbox=[757, 1548, 1050, 1581]
headline-a14: ଏଆଇ ମିଳିନି ବାତ୍ୟା କ୍ଷତିଗ୍ରସ୍ତ ଚାଷୀଙ୍କୁ କ୍ଷତିପୂରଣ ବାବଦ ସହାୟତା bbox=[525, 2268, 974, 2289]
body-a9-overflow: ପୀଡ଼ିତା ଥାନାରେ ଅଭିଯୋଗ କରିଛନ୍ତି। ପୋଲିସ ମାମଲା ରୁଜୁ କରି ତଦନ୍ତ ଆରମ୍ଭ କରିଛି। ଅଞ୍ଚଳରେ ଲାଗିଥିବା ସିସିଟିଭି ଫୁଟେଜ ଖଣ୍ଟାଯାଉଛି। bbox=[906, 1952, 1050, 1996]
photo-a4-graphic bbox=[290, 1381, 587, 1487]
boxhead-a8: ବ୍ରହ୍ମପୁରରେ ଲାଟିଛି ମାଳ ମାଳ ସିସିଟିଭି bbox=[289, 2174, 580, 2202]
color-bar-group-3 bbox=[476, 2562, 511, 2574]
a10-col-1 bbox=[757, 1809, 898, 1938]
a10-columns bbox=[757, 1809, 1049, 1938]
lead-story-columns bbox=[135, 129, 741, 423]
a14-col-1 bbox=[450, 2297, 594, 2462]
headline-a11: ଓଖଳା ଗାଡ଼ି ଧକ୍କାରେ ଯୁବକଙ୍କ ମୃତ୍ୟୁ bbox=[12, 818, 118, 855]
headline-a13: ବ୍ଲକ୍‌ସ୍ତରୀୟ ସର୍ଜି ଫୁଲ କାର୍ଯ୍ୟକ୍ରମ bbox=[184, 2268, 384, 2284]
body-a9-p2: ପୀଡ଼ିତା ଥାନାରେ ଅଭିଯୋଗ କରିଛନ୍ତି। ପୋଲିସ ମାମଲା ରୁଜୁ କରି ତଦନ୍ତ ଆରମ୍ଭ କରିଛି। ଅଞ୍ଚଳରେ ଲାଗିଥିବା ସିସିଟିଭି ଫୁଟେଜ ଖଣ୍ଟାଯାଉଛି। bbox=[906, 1625, 1050, 1670]
zone-divider-3 bbox=[12, 2258, 1202, 2259]
byline-a6-2: ଯାଜପୁର, ୧୫୧୧ (ଶିବା ସାମଲ) bbox=[596, 1569, 734, 1585]
dateline bbox=[86, 20, 240, 60]
a14-col-2 bbox=[601, 2297, 897, 2462]
photo-a2 bbox=[289, 183, 580, 323]
photo-a13-graphic bbox=[136, 2294, 433, 2392]
body-a10-p1: ଆଇନ ସଚେତନତା ଶିବିର ଅନୁଷ୍ଠିତ ହୋଇଯାଇଛି। ଶିବିରରେ ସାଧାରଣ ଲୋକଙ୍କୁ ସେମାନଙ୍କ ଅଧିକାର ସମ୍ପର୍କରେ ସଚେତନ କରାଯାଇଥିଲା। ମାଗଣା ଆଇନ ସହାୟତା କିପରି ମିଳିବ ସେ ସମ୍ପର୍କରେ ମଧ୍ୟ ସୂଚନା ଦିଆଯାଇଥିଲା। ବହୁ ସଂଖ୍ୟାରେ ଲୋକେ ଏଥିରେ ଭାଗ ନେଇଥିଲେ। bbox=[757, 1842, 891, 1932]
body-a8-p1: ସହରରେ ଲାଗିଥିବା ସିସିଟିଭି କ୍ୟାମେରା ଅଧିକାଂଶ ଖରାପ ହୋଇଯାଇଥିବାରୁ ଅପରାଧ ନିୟନ୍ତ୍ରଣରେ ଅସୁବିଧା ସୃଷ୍ଟି ହେଉଛି। ଅପରାଧ ଘଟଣା ଘଟିଲେ ସିସିଟିଭି ଫୁଟେଜ ମିଳୁ ନାହିଁ। ଫଳରେ ତଦନ୍ତ ବାଧାପ୍ରାପ୍ତ ହେଉଛି। ନାଗରିକମାନେ ଏହାର ମରାମତି ପାଇଁ ଦାବି କରିଛନ୍ତି। bbox=[135, 2018, 272, 2107]
